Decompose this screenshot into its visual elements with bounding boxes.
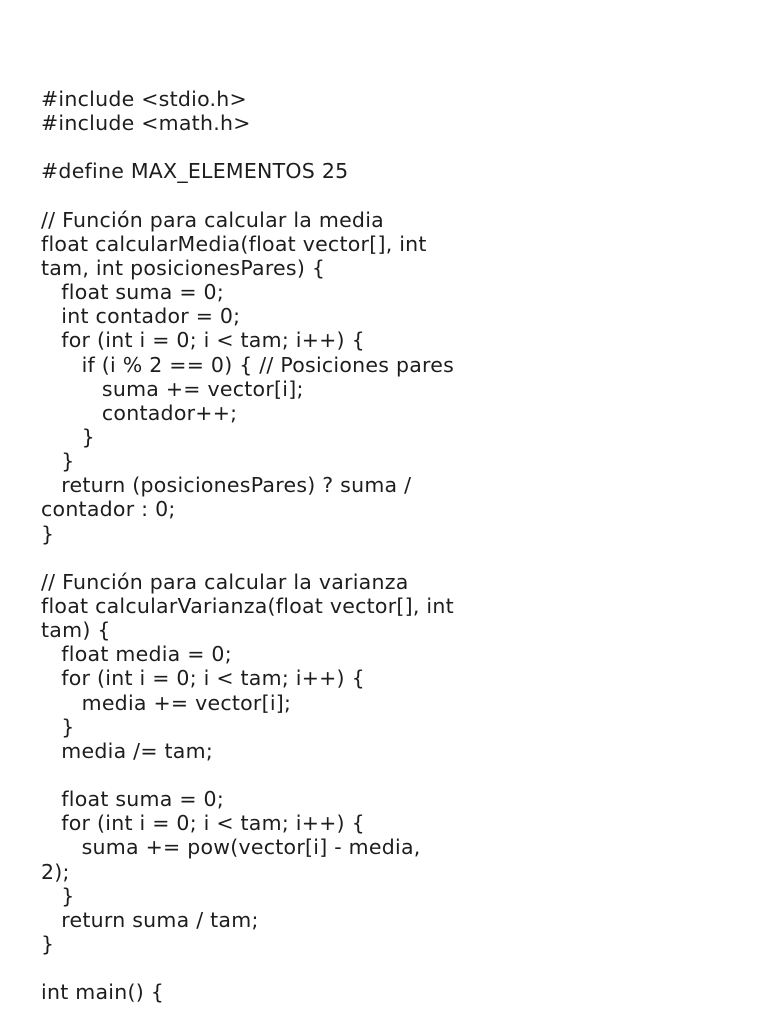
- code-line: return (posicionesPares) ? suma /: [41, 473, 412, 498]
- code-line: int contador = 0;: [41, 304, 241, 329]
- code-line: for (int i = 0; i < tam; i++) {: [41, 811, 365, 836]
- code-line: tam, int posicionesPares) {: [41, 255, 326, 280]
- code-line: contador : 0;: [41, 497, 176, 522]
- code-line: [41, 956, 768, 980]
- code-line: }: [41, 521, 55, 546]
- code-document: [41, 87, 768, 1004]
- code-line: float calcularMedia(float vector[], int: [41, 231, 427, 256]
- code-line: float calcularVarianza(float vector[], int: [41, 593, 454, 618]
- code-line: int main() {: [41, 980, 165, 1005]
- code-line: // Función para calcular la media: [41, 207, 384, 232]
- code-line: float media = 0;: [41, 642, 232, 667]
- code-line: float suma = 0;: [41, 787, 224, 812]
- code-line: suma += pow(vector[i] - media,: [41, 835, 421, 860]
- code-line: suma += vector[i];: [41, 376, 304, 401]
- code-line: media += vector[i];: [41, 690, 292, 715]
- code-line: [41, 135, 768, 159]
- code-line: }: [41, 883, 75, 908]
- code-line: contador++;: [41, 400, 238, 425]
- code-line: tam) {: [41, 618, 111, 643]
- code-line: #include <math.h>: [41, 111, 251, 136]
- code-line: }: [41, 931, 55, 956]
- code-line: for (int i = 0; i < tam; i++) {: [41, 328, 365, 353]
- code-line: }: [41, 714, 75, 739]
- code-line: }: [41, 424, 95, 449]
- code-line: [41, 184, 768, 208]
- code-line: #define MAX_ELEMENTOS 25: [41, 159, 349, 184]
- code-line: if (i % 2 == 0) { // Posiciones pares: [41, 352, 455, 377]
- code-line: [41, 763, 768, 787]
- code-line: [41, 546, 768, 570]
- code-line: for (int i = 0; i < tam; i++) {: [41, 666, 365, 691]
- code-line: 2);: [41, 859, 70, 884]
- code-line: // Función para calcular la varianza: [41, 569, 409, 594]
- code-line: }: [41, 449, 75, 474]
- code-line: #include <stdio.h>: [41, 87, 247, 111]
- code-line: media /= tam;: [41, 738, 213, 763]
- code-line: return suma / tam;: [41, 907, 259, 932]
- code-line: float suma = 0;: [41, 280, 224, 305]
